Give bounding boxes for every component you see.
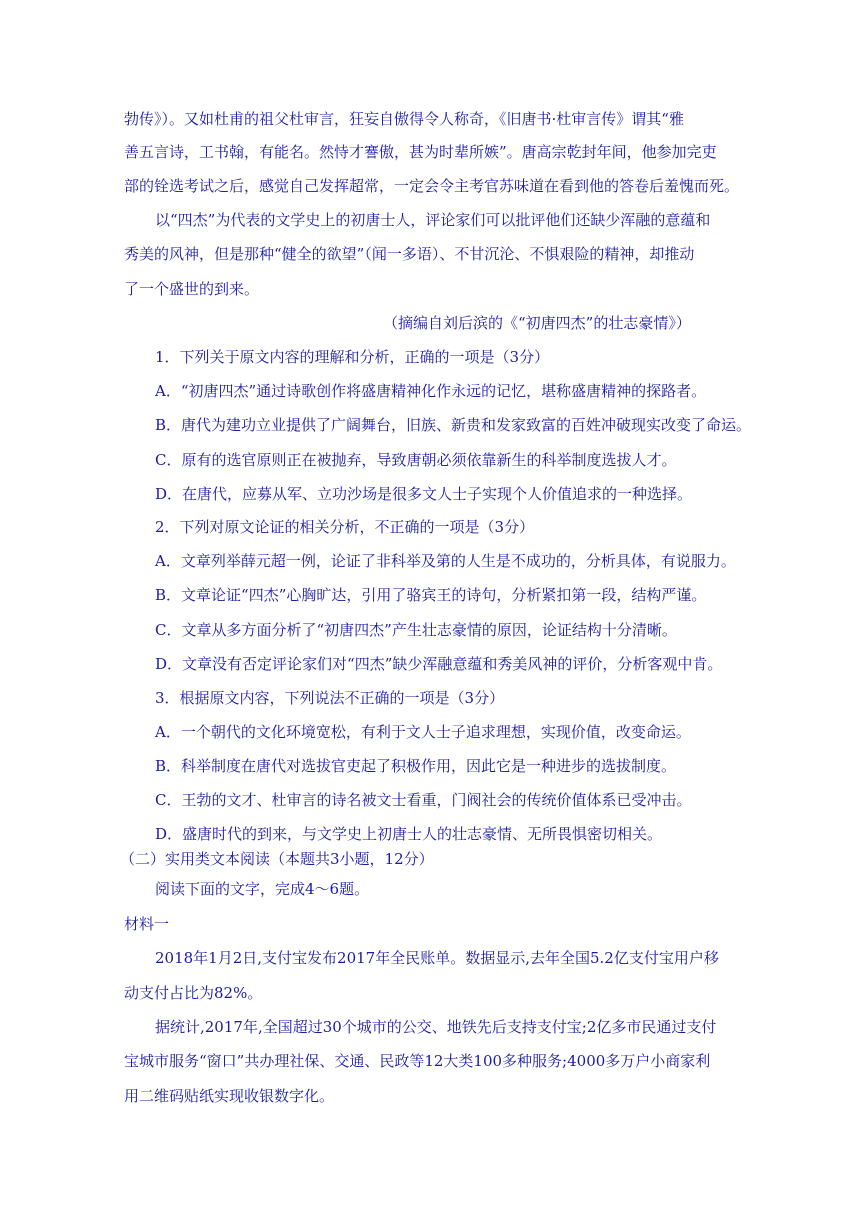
- question-1-option-c: C．原有的选官原则正在被抛弃，导致唐朝必须依靠新生的科举制度选拔人才。: [155, 451, 677, 469]
- question-3-option-a: A．一个朝代的文化环境宽松，有利于文人士子追求理想，实现价值，改变命运。: [155, 723, 691, 741]
- question-1-option-d: D．在唐代，应募从军、立功沙场是很多文人士子实现个人价值追求的一种选择。: [155, 485, 693, 503]
- question-3: 3．根据原文内容，下列说法不正确的一项是（3分）: [155, 689, 505, 707]
- question-2-option-c: C．文章从多方面分析了“初唐四杰”产生壮志豪情的原因，论证结构十分清晰。: [155, 621, 677, 639]
- question-3-option-c: C．王勃的文才、杜审言的诗名被文士看重，门阀社会的传统价值体系已受冲击。: [155, 791, 692, 809]
- question-3-option-d: D．盛唐时代的到来，与文学史上初唐士人的壮志豪情、无所畏惧密切相关。: [155, 825, 663, 843]
- paragraph-line: 宝城市服务“窗口”共办理社保、交通、民政等12大类100多种服务;4000多万户小商家利: [124, 1052, 711, 1070]
- section-heading: （二）实用类文本阅读（本题共3小题，12分）: [120, 850, 434, 868]
- paragraph-line: 据统计,2017年,全国超过30个城市的公交、地铁先后支持支付宝;2亿多市民通过支付: [155, 1018, 717, 1036]
- question-2-option-b: B．文章论证“四杰”心胸旷达，引用了骆宾王的诗句，分析紧扣第一段，结构严谨。: [155, 586, 707, 604]
- question-2-option-d: D．文章没有否定评论家们对“四杰”缺少浑融意蕴和秀美风神的评价，分析客观中肯。: [155, 655, 723, 673]
- paragraph-line: 善五言诗，工书翰，有能名。然恃才謇傲，甚为时辈所嫉”。唐高宗乾封年间，他参加完吏: [124, 143, 717, 161]
- paragraph-line: 以“四杰”为代表的文学史上的初唐士人，评论家们可以批评他们还缺少浑融的意蕴和: [155, 211, 711, 229]
- paragraph-line: 秀美的风神，但是那种“健全的欲望”（闻一多语）、不甘沉沦、不惧艰险的精神，却推动: [124, 245, 695, 263]
- question-1-option-a: A．“初唐四杰”通过诗歌创作将盛唐精神化作永远的记忆，堪称盛唐精神的探路者。: [155, 382, 707, 400]
- paragraph-line: 部的铨选考试之后，感觉自己发挥超常，一定会令主考官苏味道在看到他的答卷后羞愧而死。: [124, 177, 740, 195]
- question-2-option-a: A．文章列举薛元超一例，论证了非科举及第的人生是不成功的，分析具体，有说服力。: [155, 552, 736, 570]
- paragraph-line: 勃传》）。又如杜甫的祖父杜审言，狂妄自傲得令人称奇，《旧唐书·杜审言传》谓其“雅: [124, 110, 684, 128]
- question-1: 1．下列关于原文内容的理解和分析，正确的一项是（3分）: [155, 348, 550, 366]
- question-1-option-b: B．唐代为建功立业提供了广阔舞台，旧族、新贵和发家致富的百姓冲破现实改变了命运。: [155, 416, 752, 434]
- paragraph-line: 了一个盛世的到来。: [124, 280, 260, 298]
- instruction-line: 阅读下面的文字，完成4～6题。: [155, 880, 370, 898]
- paragraph-line: 2018年1月2日,支付宝发布2017年全民账单。数据显示,去年全国5.2亿支付宝用户移: [155, 949, 719, 967]
- source-citation: （摘编自刘后滨的《“初唐四杰”的壮志豪情》）: [383, 314, 691, 332]
- question-3-option-b: B．科举制度在唐代对选拔官吏起了积极作用，因此它是一种进步的选拔制度。: [155, 757, 677, 775]
- paragraph-line: 用二维码贴纸实现收银数字化。: [124, 1087, 335, 1105]
- question-2: 2．下列对原文论证的相关分析，不正确的一项是（3分）: [155, 518, 535, 536]
- material-heading: 材料一: [124, 915, 170, 933]
- paragraph-line: 动支付占比为82%。: [124, 984, 263, 1002]
